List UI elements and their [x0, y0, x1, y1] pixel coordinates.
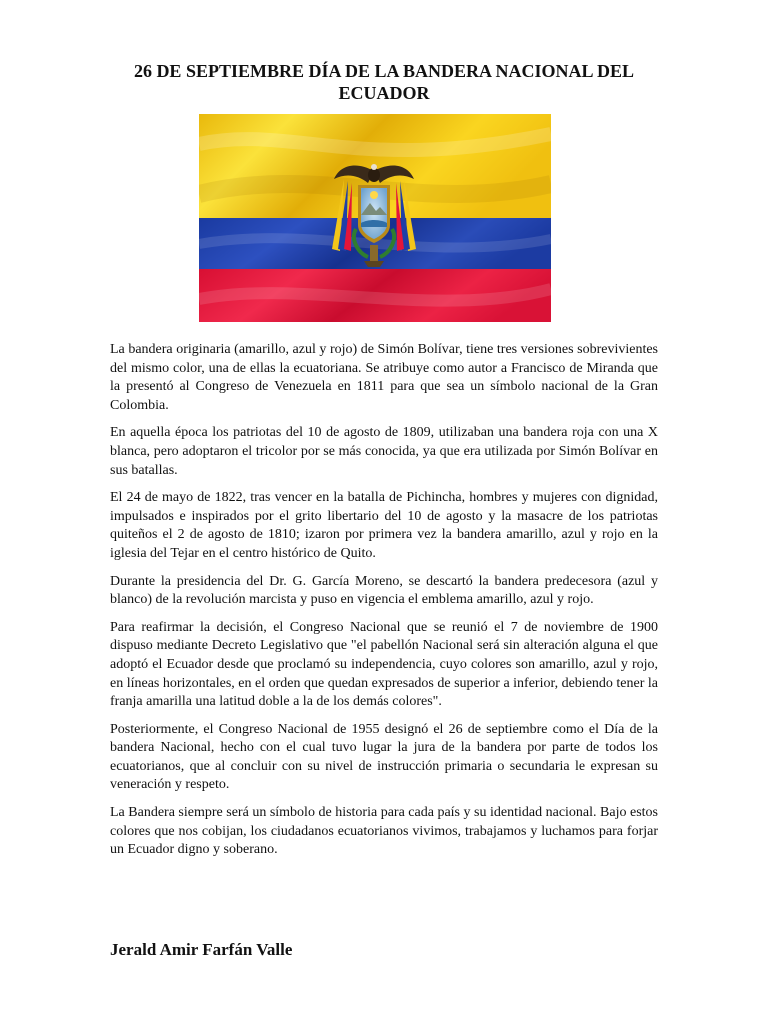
paragraph: En aquella época los patriotas del 10 de agosto de 1809, utilizaban una bandera roja con una X blanca, pero adoptaron el tricolor por se más conocida, ya que era utilizada por Simón Bolívar en sus batallas. [110, 425, 658, 478]
paragraph: Posteriormente, el Congreso Nacional de 1955 designó el 26 de septiembre como el Día de la bandera Nacional, hecho con el cual tuvo lugar la jura de la bandera por parte de todos los ecuatorianos, que al concluir con su nivel de instrucción primaria o secundaria le expresan su veneración y respeto. [110, 721, 658, 793]
paragraph: La bandera originaria (amarillo, azul y rojo) de Simón Bolívar, tiene tres versiones sobrevivientes del mismo color, una de ellas la ecuatoriana. Se atribuye como autor a Francisco de Miranda que la presentó al Congreso de Venezuela en 1811 para que sea un símbolo nacional de la Gran Colombia. [110, 342, 658, 413]
body-text [110, 341, 658, 869]
paragraph: Para reafirmar la decisión, el Congreso Nacional que se reunió el 7 de noviembre de 1900 dispuso mediante Decreto Legislativo que "el pabellón Nacional será sin alteración alguna el que adoptó el Ecuador desde que proclamó su independencia, cuyo colores son amarillo, azul y rojo, en líneas horizontales, en el orden que quedan expresados de superior a inferior, debiendo tener la franja amarilla una latitud doble a la de los demás colores". [110, 619, 658, 710]
paragraph: El 24 de mayo de 1822, tras vencer en la batalla de Pichincha, hombres y mujeres con dignidad, impulsados e inspirados por el grito libertario del 10 de agosto y la masacre de los patriotas quiteños el 2 de agosto de 1810; izaron por primera vez la bandera amarillo, azul y rojo en la iglesia del Tejar en el centro histórico de Quito. [110, 490, 658, 561]
paragraph: La Bandera siempre será un símbolo de historia para cada país y su identidad nacional. Bajo estos colores que nos cobijan, los ciudadanos ecuatorianos vivimos, trabajamos y luchamos para forjar un Ecuador digno y soberano. [110, 805, 658, 858]
author-signature: Jerald Amir Farfán Valle [110, 940, 293, 959]
page-title: 26 DE SEPTIEMBRE DÍA DE LA BANDERA NACIONAL DEL ECUADOR [133, 61, 635, 103]
paragraph: Durante la presidencia del Dr. G. García Moreno, se descartó la bandera predecesora (azul y blanco) de la revolución marcista y puso en vigencia el emblema amarillo, azul y rojo. [110, 573, 658, 608]
ecuador-flag-image [199, 114, 551, 322]
